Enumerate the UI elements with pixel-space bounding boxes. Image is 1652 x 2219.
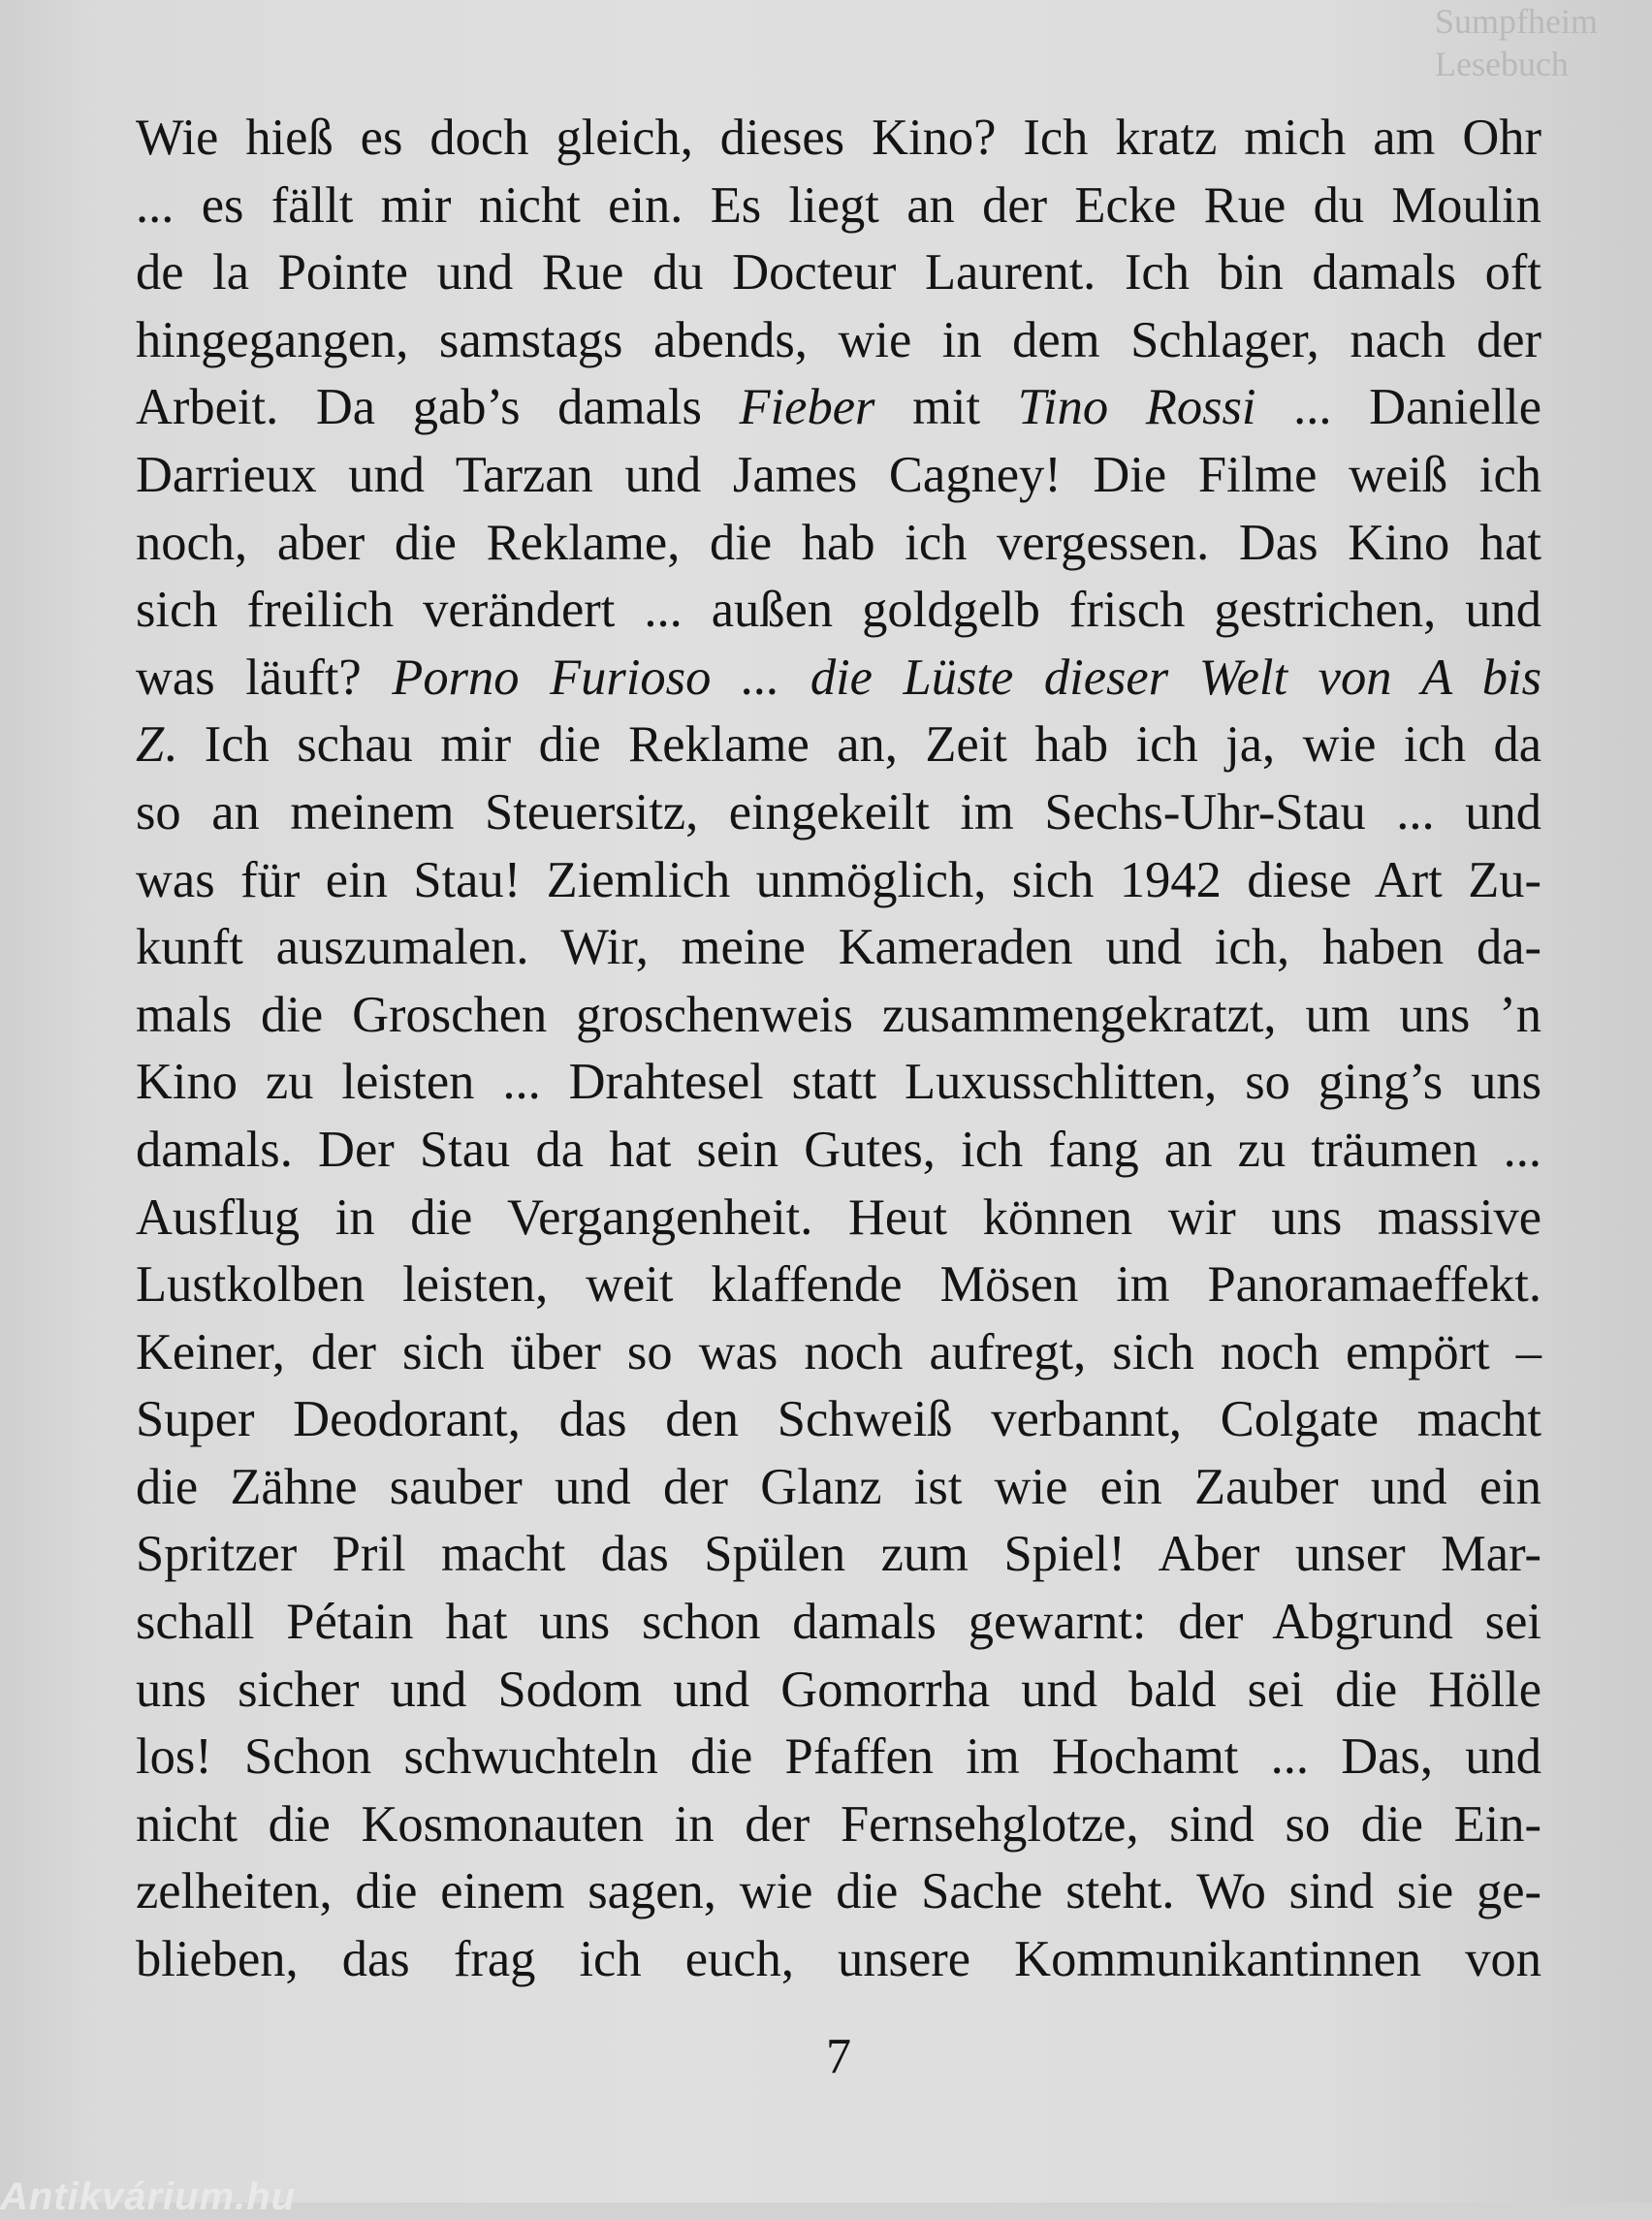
- text-line: [136, 1858, 1541, 1926]
- text-line: [136, 779, 1541, 847]
- text-line: [136, 510, 1541, 578]
- text-segment: Super Deodorant, das den Schweiß verbannt, Colgate macht: [136, 1391, 1541, 1448]
- bleed-through-line: Sumpfheim: [1435, 2, 1598, 41]
- text-line: [136, 1049, 1541, 1117]
- text-line: [136, 1724, 1541, 1791]
- text-segment: ... Danielle: [1255, 379, 1541, 436]
- text-segment: nicht die Kosmonauten in der Fernsehglotze, sind so die Ein-: [136, 1795, 1541, 1853]
- text-line: [136, 1185, 1541, 1252]
- text-segment: Ausflug in die Vergangenheit. Heut können wir uns massive: [136, 1189, 1541, 1246]
- text-segment: kunft auszumalen. Wir, meine Kameraden und ich, haben da-: [136, 919, 1541, 976]
- text-segment: blieben, das frag ich euch, unsere Kommunikantinnen von: [136, 1931, 1541, 1988]
- text-line: [136, 645, 1541, 713]
- text-line: [136, 1454, 1541, 1522]
- text-segment: Wie hieß es doch gleich, dieses Kino? Ich kratz mich am Ohr: [136, 110, 1541, 166]
- text-line: [136, 1791, 1541, 1859]
- text-line: [136, 307, 1541, 375]
- text-line: [136, 239, 1541, 307]
- text-segment: Kino zu leisten ... Drahtesel statt Luxusschlitten, so ging’s uns: [136, 1054, 1541, 1111]
- text-segment: schall Pétain hat uns schon damals gewarnt: der Abgrund sei: [136, 1594, 1541, 1651]
- text-line: [136, 1117, 1541, 1185]
- text-segment: . Ich schau mir die Reklame an, Zeit hab ich ja, wie ich da: [164, 716, 1541, 774]
- bleed-through-text: [1435, 0, 1652, 87]
- text-segment: de la Pointe und Rue du Docteur Laurent. Ich bin damals oft: [136, 244, 1541, 301]
- page-number: 7: [826, 2029, 851, 2084]
- bleed-through-line: Lesebuch: [1435, 45, 1569, 83]
- text-line: [136, 442, 1541, 510]
- text-line: [136, 1657, 1541, 1725]
- body-text: [136, 105, 1541, 1994]
- text-segment: sich freilich verändert ... außen goldgelb frisch gestrichen, und: [136, 582, 1541, 639]
- text-line: [136, 1386, 1541, 1454]
- text-line: [136, 847, 1541, 915]
- text-segment: die Zähne sauber und der Glanz ist wie ein Zauber und ein: [136, 1458, 1541, 1515]
- text-segment: Lustkolben leisten, weit klaffende Mösen im Panoramaeffekt.: [136, 1256, 1541, 1314]
- text-line: [136, 1521, 1541, 1589]
- text-segment: damals. Der Stau da hat sein Gutes, ich fang an zu träumen ...: [136, 1121, 1541, 1178]
- text-line: [136, 577, 1541, 645]
- text-segment: ... es fällt mir nicht ein. Es liegt an der Ecke Rue du Moulin: [136, 176, 1541, 234]
- text-line: [136, 173, 1541, 240]
- text-segment: Keiner, der sich über so was noch aufregt, sich noch empört –: [136, 1323, 1541, 1380]
- text-segment: Arbeit. Da gab’s damals: [136, 379, 740, 436]
- italic-text: Porno Furioso ... die Lüste dieser Welt von A bis: [392, 649, 1542, 706]
- text-line: [136, 1926, 1541, 1994]
- text-segment: mit: [874, 379, 1018, 436]
- italic-text: Z: [136, 716, 165, 774]
- text-line: [136, 1319, 1541, 1387]
- text-line: [136, 1252, 1541, 1319]
- italic-text: Tino Rossi: [1017, 379, 1256, 436]
- text-segment: noch, aber die Reklame, die hab ich vergessen. Das Kino hat: [136, 514, 1541, 571]
- italic-text: Fieber: [739, 379, 875, 436]
- text-segment: Spritzer Pril macht das Spülen zum Spiel! Aber unser Mar-: [136, 1526, 1541, 1583]
- text-line: [136, 105, 1541, 173]
- text-line: [136, 1589, 1541, 1657]
- text-line: [136, 374, 1541, 442]
- text-segment: was läuft?: [136, 649, 393, 706]
- text-segment: so an meinem Steuersitz, eingekeilt im Sechs-Uhr-Stau ... und: [136, 783, 1541, 840]
- text-line: [136, 914, 1541, 982]
- text-segment: zelheiten, die einem sagen, wie die Sache steht. Wo sind sie ge-: [136, 1863, 1541, 1920]
- text-segment: uns sicher und Sodom und Gomorrha und bald sei die Hölle: [136, 1661, 1541, 1718]
- text-segment: Darrieux und Tarzan und James Cagney! Die Filme weiß ich: [136, 446, 1541, 503]
- text-segment: mals die Groschen groschenweis zusammengekratzt, um uns ’n: [136, 986, 1541, 1043]
- watermark-text: Antikvárium.hu: [0, 2175, 297, 2218]
- text-line: [136, 712, 1541, 779]
- text-segment: los! Schon schwuchteln die Pfaffen im Hochamt ... Das, und: [136, 1728, 1541, 1786]
- text-line: [136, 982, 1541, 1050]
- text-segment: was für ein Stau! Ziemlich unmöglich, sich 1942 diese Art Zu-: [136, 851, 1541, 908]
- text-segment: hingegangen, samstags abends, wie in dem Schlager, nach der: [136, 311, 1541, 368]
